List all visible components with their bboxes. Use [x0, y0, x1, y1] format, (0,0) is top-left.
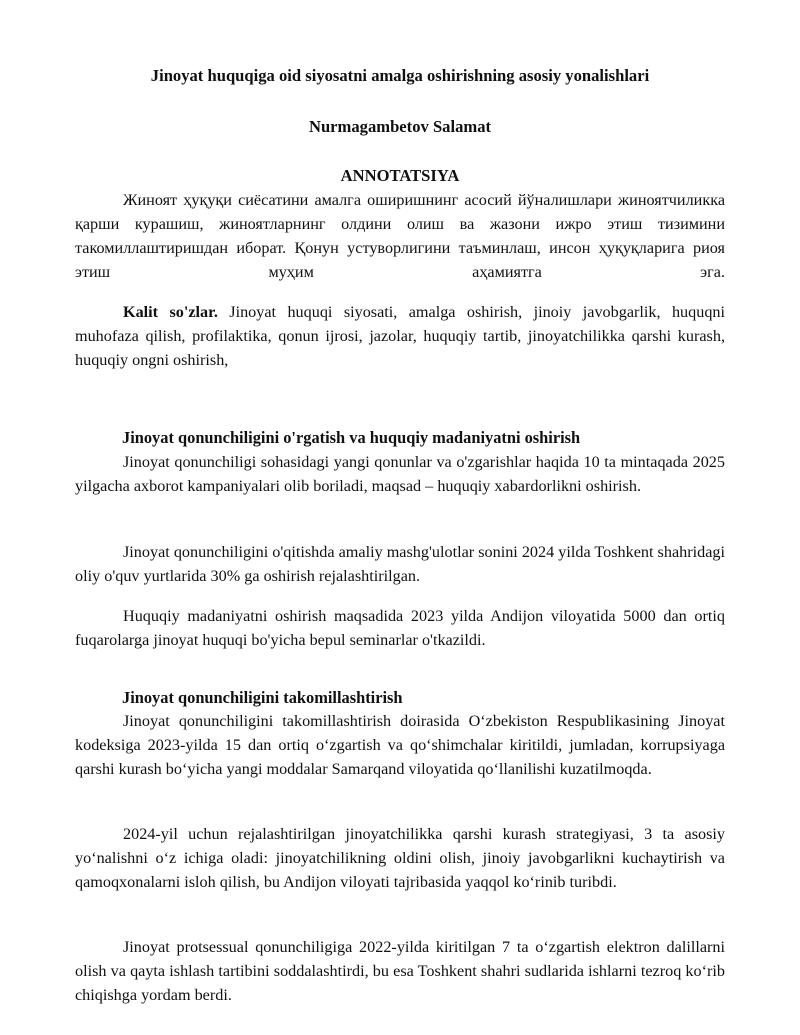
- document-title: Jinoyat huquqiga oid siyosatni amalga oshirishning asosiy yonalishlari: [150, 66, 650, 85]
- section2-paragraph-3: Jinoyat protsessual qonunchiligiga 2022-yilda kiritilgan 7 ta o‘zgartish elektron dalillarni olish va qayta ishlash tartibini soddalashtirdi, bu esa Toshkent shahri sudlarida ishlarni tezroq ko‘rib chiqishga yordam berdi.: [75, 938, 725, 1004]
- annotation-text: Жиноят ҳуқуқи сиёсатини амалга оширишнинг асосий йўналишлари жиноятчиликка қарши курашиш, жиноятларнинг олдини олиш ва жазони ижро этиш тизимини такомиллаштиришдан иборат. Қонун устуворлигини таъминлаш, инсон ҳуқуқларига риоя этиш муҳим аҳамиятга эга.: [75, 191, 725, 281]
- section1-heading: Jinoyat qonunchiligini o'rgatish va huquqiy madaniyatni oshirish: [122, 428, 581, 447]
- keywords-paragraph: [75, 300, 725, 372]
- keywords-label: Kalit so'zlar.: [123, 303, 218, 321]
- section1-paragraph-3: Huquqiy madaniyatni oshirish maqsadida 2023 yilda Andijon viloyatida 5000 dan ortiq fuqarolarga jinoyat huquqi bo'yicha bepul seminarlar o'tkazildi.: [75, 607, 725, 649]
- section2-paragraph-2: 2024-yil uchun rejalashtirilgan jinoyatchilikka qarshi kurash strategiyasi, 3 ta asosiy yo‘nalishni o‘z ichiga oladi: jinoyatchilikning oldini olish, jinoiy javobgarlikni kuchaytirish va qamoqxonalarni isloh qilish, bu Andijon viloyati tajribasida yaqqol ko‘rinib turibdi.: [75, 825, 725, 891]
- section1-paragraph-2: Jinoyat qonunchiligini o'qitishda amaliy mashg'ulotlar sonini 2024 yilda Toshkent shahridagi oliy o'quv yurtlarida 30% ga oshirish rejalashtirilgan.: [75, 543, 725, 585]
- section1-paragraph-1: Jinoyat qonunchiligi sohasidagi yangi qonunlar va o'zgarishlar haqida 10 ta mintaqada 2025 yilgacha axborot kampaniyalari olib boriladi, maqsad – huquqiy xabardorlikni oshirish.: [75, 453, 725, 495]
- keywords-text: Jinoyat huquqi siyosati, amalga oshirish, jinoiy javobgarlik, huquqni muhofaza qilish, profilaktika, qonun ijrosi, jazolar, huquqiy tartib, jinoyatchilikka qarshi kurash, huquqiy ongni oshirish,: [75, 303, 726, 369]
- section2-paragraph-1: Jinoyat qonunchiligini takomillashtirish doirasida O‘zbekiston Respublikasining Jinoyat kodeksiga 2023-yilda 15 dan ortiq o‘zgartish va qo‘shimchalar kiritildi, jumladan, korrupsiyaga qarshi kurash bo‘yicha yangi moddalar Samarqand viloyatida qo‘llanilishi kuzatilmoqda.: [75, 712, 725, 778]
- annotation-heading: ANNOTATSIYA: [340, 166, 460, 185]
- author-name: Nurmagambetov Salamat: [308, 117, 492, 136]
- section2-heading: Jinoyat qonunchiligini takomillashtirish: [122, 688, 403, 707]
